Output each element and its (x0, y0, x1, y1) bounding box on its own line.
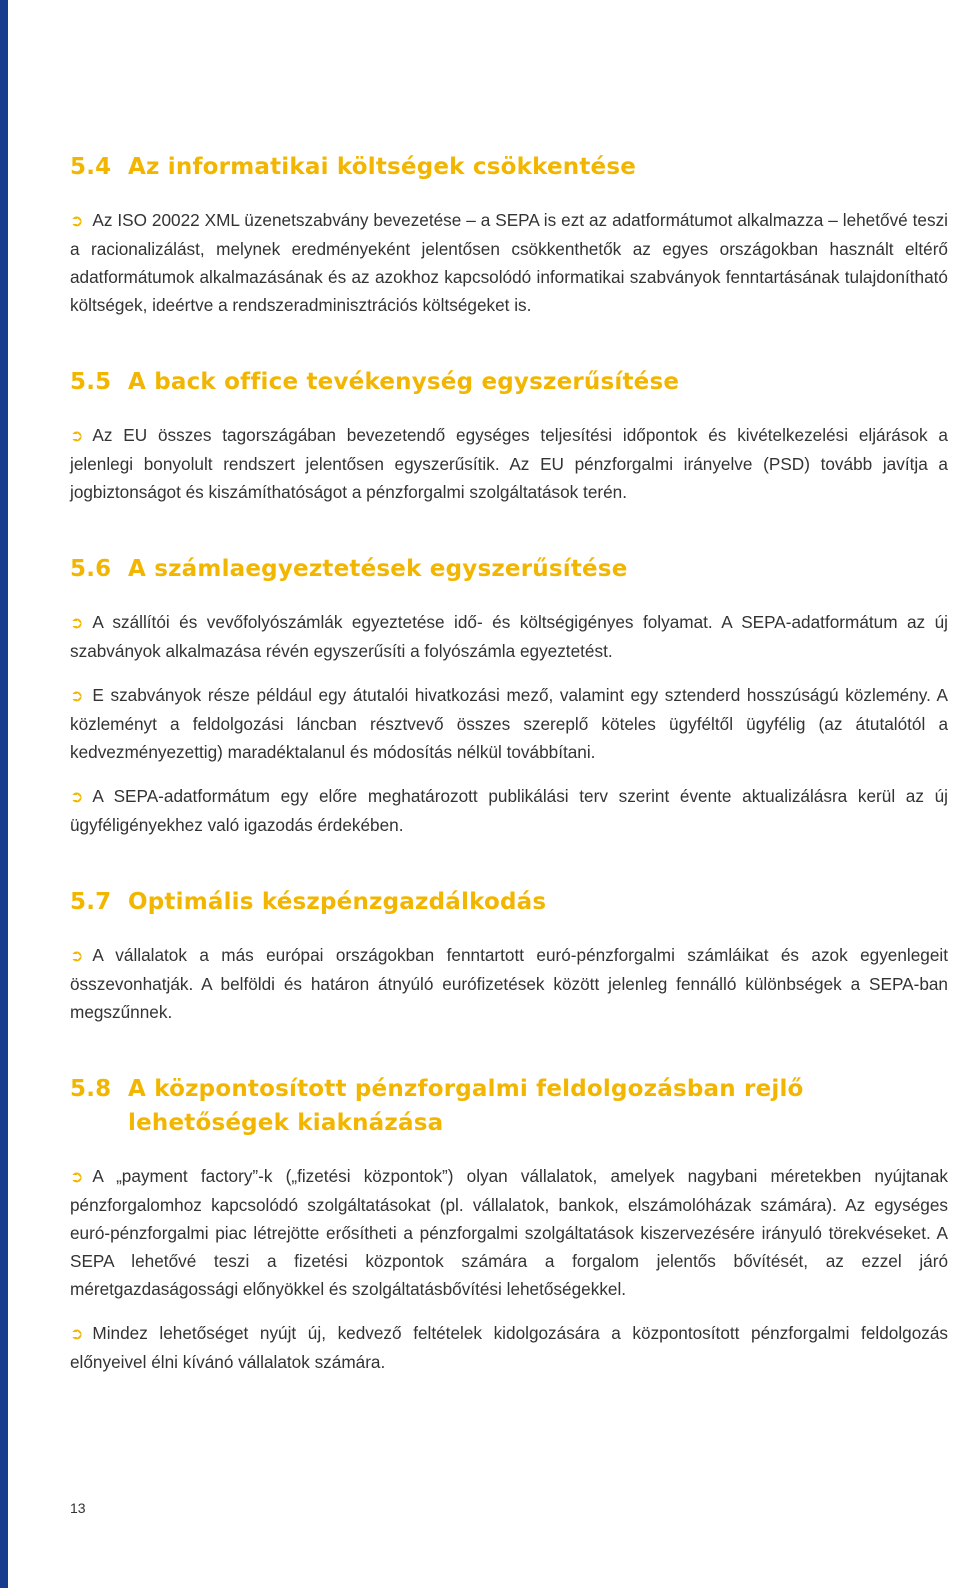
section-title: A központosított pénzforgalmi feldolgozásban rejlő lehetőségek kiaknázása (128, 1076, 804, 1136)
section-title: A számlaegyeztetések egyszerűsítése (128, 556, 628, 582)
arrow-bullet-icon: ➲ (70, 787, 84, 806)
section-heading (70, 150, 948, 184)
section-5-4 (70, 150, 948, 319)
paragraph-text: A „payment factory”-k („fizetési központok”) olyan vállalatok, amelyek nagybani méretekben nyújtanak pénzforgalomhoz kapcsolódó szolgáltatásokat (pl. vállalatok, bankok, elszámolóházak számára). Az egységes euró-pénzforgalmi piac létrejötte erősítheti a pénzforgalmi szolgáltatások kiszervezésére irányuló törekvéseket. A SEPA lehetővé teszi a fizetési központok számára a forgalom jelentős bővítését, az ezzel járó méretgazdaságossági előnyökkel és szolgáltatásbővítési lehetőségekkel. (70, 1166, 948, 1299)
section-title: Az informatikai költségek csökkentése (128, 154, 637, 180)
bullet-paragraph (70, 681, 948, 766)
bullet-paragraph (70, 608, 948, 665)
arrow-bullet-icon: ➲ (70, 211, 84, 230)
bullet-paragraph (70, 1162, 948, 1303)
paragraph-text: A SEPA-adatformátum egy előre meghatározott publikálási terv szerint évente aktualizálásra kerül az új ügyféligényekhez való igazodás érdekében. (70, 786, 948, 835)
section-heading (70, 885, 948, 919)
section-5-6 (70, 552, 948, 839)
bullet-paragraph (70, 1319, 948, 1376)
paragraph-text: A szállítói és vevőfolyószámlák egyeztetése idő- és költségigényes folyamat. A SEPA-adatformátum az új szabványok alkalmazása révén egyszerűsíti a folyószámla egyeztetést. (70, 612, 948, 661)
section-heading (70, 1072, 948, 1140)
section-title: Optimális készpénzgazdálkodás (128, 889, 547, 915)
section-5-7 (70, 885, 948, 1026)
section-number: 5.6 (70, 556, 112, 582)
section-5-8 (70, 1072, 948, 1376)
paragraph-text: A vállalatok a más európai országokban fenntartott euró-pénzforgalmi számláikat és azok egyenlegeit összevonhatják. A belföldi és határon átnyúló eurófizetések között jelenleg fennálló különbségek a SEPA-ban megszűnnek. (70, 945, 948, 1022)
paragraph-text: Mindez lehetőséget nyújt új, kedvező feltételek kidolgozására a központosított pénzforgalmi feldolgozás előnyeivel élni kívánó vállalatok számára. (70, 1323, 948, 1372)
bullet-paragraph (70, 421, 948, 506)
arrow-bullet-icon: ➲ (70, 426, 84, 445)
section-number: 5.7 (70, 889, 112, 915)
section-number: 5.4 (70, 154, 112, 180)
paragraph-text: Az EU összes tagországában bevezetendő egységes teljesítési időpontok és kivételkezelési eljárások a jelenlegi bonyolult rendszert jelentősen egyszerűsítik. Az EU pénzforgalmi irányelve (PSD) tovább javítja a jogbiztonságot és kiszámíthatóságot a pénzforgalmi szolgáltatások terén. (70, 425, 948, 502)
section-title: A back office tevékenység egyszerűsítése (128, 369, 680, 395)
arrow-bullet-icon: ➲ (70, 946, 84, 965)
bullet-paragraph (70, 782, 948, 839)
left-accent-bar (0, 0, 8, 1588)
bullet-paragraph (70, 206, 948, 319)
page-number: 13 (70, 1500, 86, 1516)
bullet-paragraph (70, 941, 948, 1026)
document-body (70, 150, 948, 1392)
arrow-bullet-icon: ➲ (70, 686, 84, 705)
section-number: 5.5 (70, 369, 112, 395)
section-number: 5.8 (70, 1076, 112, 1102)
arrow-bullet-icon: ➲ (70, 613, 84, 632)
arrow-bullet-icon: ➲ (70, 1324, 84, 1343)
section-heading (70, 552, 948, 586)
paragraph-text: E szabványok része például egy átutalói hivatkozási mező, valamint egy sztenderd hosszúságú közlemény. A közleményt a feldolgozási láncban résztvevő összes szereplő köteles ügyféltől ügyfélig (az átutalótól a kedvezményezettig) maradéktalanul és módosítás nélkül továbbítani. (70, 685, 948, 762)
section-heading (70, 365, 948, 399)
arrow-bullet-icon: ➲ (70, 1167, 84, 1186)
paragraph-text: Az ISO 20022 XML üzenetszabvány bevezetése – a SEPA is ezt az adatformátumot alkalmazza – lehetővé teszi a racionalizálást, melynek eredményeként jelentősen csökkenthetők az egyes országokban használt eltérő adatformátumok alkalmazásának és az azokhoz kapcsolódó informatikai szabványok fenntartásának tulajdonítható költségek, ideértve a rendszeradminisztrációs költségeket is. (70, 210, 948, 315)
section-5-5 (70, 365, 948, 506)
